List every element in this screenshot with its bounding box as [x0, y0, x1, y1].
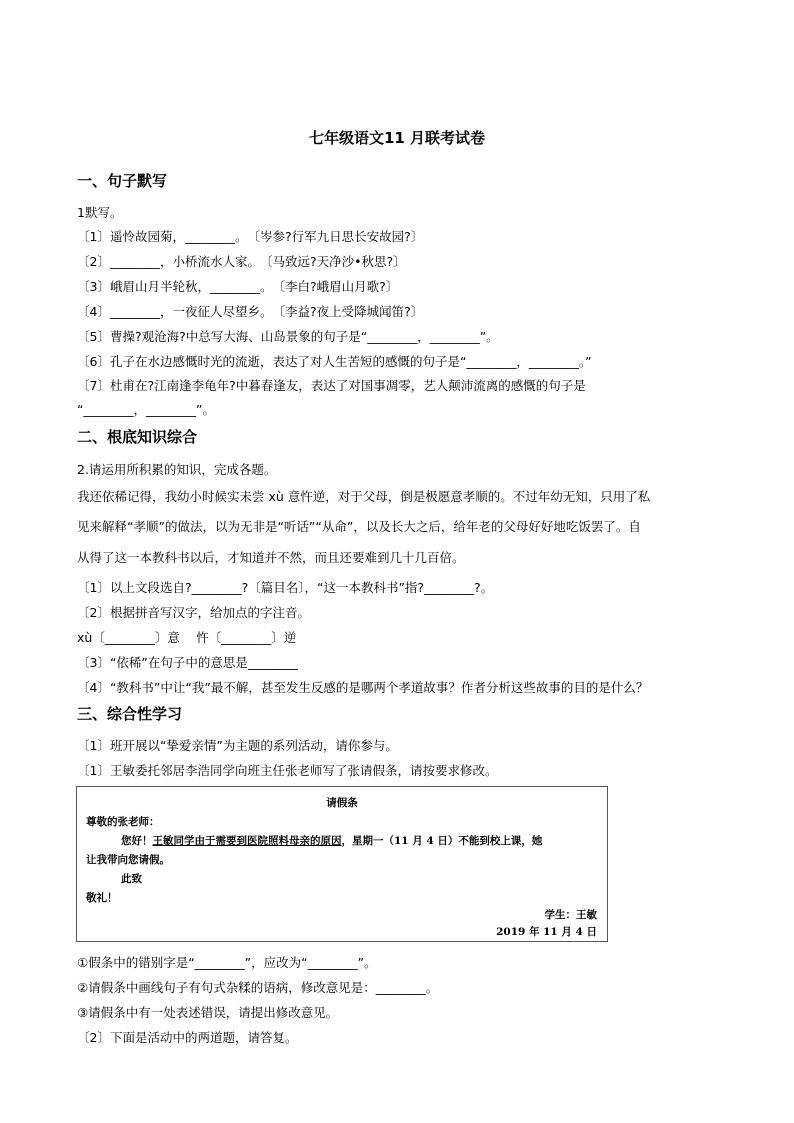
- s2-question-2-blanks: xù〔________〕意 忤〔________〕逆: [77, 630, 297, 645]
- leave-note-body-prefix: 您好！: [121, 835, 153, 847]
- s1-line-4: 〔4〕________，一夜征人尽望乡。 〔李益?夜上受降城闻笛?〕: [77, 304, 424, 319]
- s2-question-1: 〔1〕以上文段选自?________?〔篇目名〕，“这一本教科书”指?________?。: [77, 580, 494, 595]
- s1-line-8: “________，________”。: [77, 402, 215, 417]
- leave-note-body-line-2: 让我带向您请假。: [86, 854, 170, 866]
- s3-line-2: 〔1〕王敏委托邻居李浩同学向班主任张老师写了张请假条，请按要求修改。: [77, 763, 498, 778]
- leave-note-body-suffix: ，星期一（11 月 4 日）不能到校上课，她: [341, 835, 543, 847]
- s1-line-5: 〔5〕曹操?观沧海?中总写大海、山岛景象的句子是“________，________”。: [77, 329, 499, 344]
- question-1-label: 1默写。: [77, 205, 123, 220]
- leave-note-body-line-1: [121, 833, 542, 848]
- leave-note-title: 请假条: [326, 797, 358, 809]
- question-2-label: 2.请运用所积累的知识，完成各题。: [77, 462, 277, 477]
- section-3-heading: 三、综合性学习: [77, 705, 183, 723]
- passage-line-1: 我还依稀记得，我幼小时候实未尝 xù 意忤逆，对于父母，倒是极愿意孝顺的。不过年幼无知，只用了私: [77, 489, 651, 504]
- leave-note-signature: 学生：王敏: [544, 909, 597, 921]
- s2-question-3: 〔3〕“依稀”在句子中的意思是________: [77, 655, 298, 670]
- s1-line-2: 〔2〕________，小桥流水人家。 〔马致远?天净沙•秋思?〕: [77, 254, 406, 269]
- leave-note-date: 2019 年 11 月 4 日: [496, 926, 597, 938]
- passage-line-2: 见来解释“孝顺”的做法，以为无非是“听话”“从命”，以及长大之后，给年老的父母好好地吃饭罢了。自: [77, 519, 641, 534]
- s3-after-2: ②请假条中画线句子有句式杂糅的语病，修改意见是：________。: [77, 980, 439, 995]
- s1-line-6: 〔6〕孔子在水边感慨时光的流逝，表达了对人生苦短的感慨的句子是“________，________。”: [77, 354, 592, 369]
- page-title: 七年级语文11 月联考试卷: [308, 129, 486, 147]
- s2-question-2: 〔2〕根据拼音写汉字，给加点的字注音。: [77, 605, 310, 620]
- s3-after-4: 〔2〕下面是活动中的两道题，请答复。: [77, 1030, 298, 1045]
- s1-line-7: 〔7〕杜甫在?江南逢李龟年?中暮春逢友，表达了对国事凋零，艺人颠沛流离的感慨的句子是: [77, 378, 586, 393]
- leave-note-underlined-sentence: 王敏同学由于需要到医院照料母亲的原因: [152, 835, 342, 847]
- section-1-heading: 一、句子默写: [77, 172, 168, 190]
- leave-note-closing-2: 敬礼！: [86, 892, 118, 904]
- s1-line-1: 〔1〕遥怜故园菊，________。 〔岑参?行军九日思长安故园?〕: [77, 229, 424, 244]
- s3-after-1: ①假条中的错别字是“________”，应改为“________”。: [77, 955, 377, 970]
- s1-line-3: 〔3〕峨眉山月半轮秋，________。 〔李白?峨眉山月歌?〕: [77, 279, 399, 294]
- s3-after-3: ③请假条中有一处表述错误，请提出修改意见。: [77, 1005, 339, 1020]
- s2-question-4: 〔4〕“教科书”中让“我”最不解，甚至发生反感的是哪两个孝道故事？作者分析这些故事的目的是什么？: [77, 680, 649, 695]
- leave-note-box: [76, 786, 608, 942]
- leave-note-greeting: 尊敬的张老师：: [86, 816, 160, 828]
- s3-line-1: 〔1〕班开展以“挚爱亲情”为主题的系列活动，请你参与。: [77, 738, 398, 753]
- leave-note-closing-1: 此致: [121, 873, 142, 885]
- section-2-heading: 二、根底知识综合: [77, 428, 198, 446]
- passage-line-3: 从得了这一本教科书以后，才知道并不然，而且还要难到几十几百倍。: [77, 550, 465, 565]
